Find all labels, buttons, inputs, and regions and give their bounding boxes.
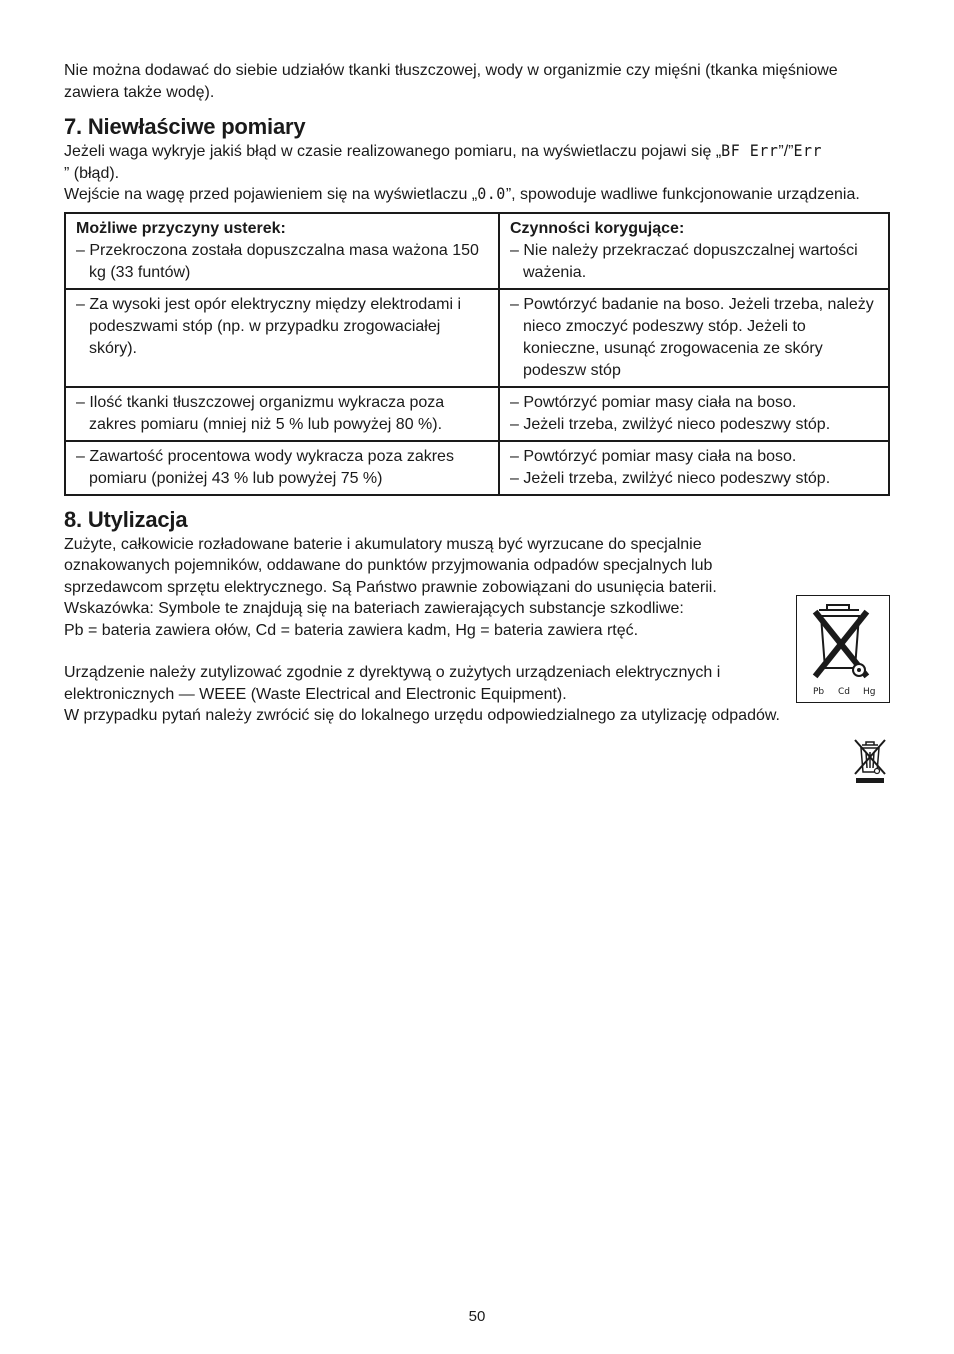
table-cell xyxy=(65,387,499,441)
section-8-heading: 8. Utylizacja xyxy=(64,506,188,532)
bf-err-code: BF Err xyxy=(721,141,779,161)
hint-paragraph: Wskazówka: Symbole te znajdują się na bateriach zawierających substancje szkodliwe: xyxy=(64,600,684,617)
step-on-text-after: ”, spowoduje wadliwe funkcjonowanie urządzenia. xyxy=(505,186,860,203)
table-cell xyxy=(65,289,499,387)
fault-table xyxy=(64,212,890,496)
error-text-mid: ”/” xyxy=(778,143,794,160)
error-text-after: ” (błąd). xyxy=(64,164,120,182)
cause-text: – Za wysoki jest opór elektryczny między elektrodami i podeszwami stóp (np. w przypadku zrogowaciałej skóry). xyxy=(76,295,462,357)
col2-header: Czynności korygujące: xyxy=(510,219,685,237)
action-text: – Jeżeli trzeba, zwilżyć nieco podeszwy stóp. xyxy=(510,415,831,433)
cause-text: – Przekroczona została dopuszczalna masa ważona 150 kg (33 funtów) xyxy=(76,241,479,281)
table-cell xyxy=(499,289,889,387)
pb-label: Pb xyxy=(813,687,825,697)
intro-paragraph: Nie można dodawać do siebie udziałów tkanki tłuszczowej, wody w organizmie czy mięśni (tkanka mięśniowe zawiera także wodę). xyxy=(64,62,838,101)
step-on-text-before: Wejście na wagę przed pojawieniem się na wyświetlaczu „ xyxy=(64,186,478,203)
action-text: – Powtórzyć badanie na boso. Jeżeli trzeba, należy nieco zmoczyć podeszwy stóp. Jeżeli to konieczne, usunąć zrogowacenia ze skóry podeszw stóp xyxy=(510,295,874,379)
error-text-before: Jeżeli waga wykryje jakiś błąd w czasie realizowanego pomiaru, na wyświetlaczu pojawi się „ xyxy=(64,143,722,160)
weee-bin-icon xyxy=(852,737,888,785)
error-display-paragraph xyxy=(64,141,884,184)
table-cell xyxy=(65,213,499,289)
battery-symbols-legend: Pb = bateria zawiera ołów, Cd = bateria zawiera kadm, Hg = bateria zawiera rtęć. xyxy=(64,621,639,639)
col1-header: Możliwe przyczyny usterek: xyxy=(76,219,286,237)
section-7-heading: 7. Niewłaściwe pomiary xyxy=(64,114,306,139)
action-text: – Jeżeli trzeba, zwilżyć nieco podeszwy stóp. xyxy=(510,469,831,487)
table-row xyxy=(65,289,889,387)
page-number: 50 xyxy=(468,1308,486,1325)
table-row xyxy=(65,387,889,441)
cause-text: – Zawartość procentowa wody wykracza poza zakres pomiaru (poniżej 43 % lub powyżej 75 %) xyxy=(76,447,454,487)
crossed-bin-icon xyxy=(797,596,889,702)
battery-disposal-symbol xyxy=(796,595,890,703)
cd-label: Cd xyxy=(838,687,850,697)
table-cell xyxy=(65,441,499,495)
battery-disposal-paragraph: Zużyte, całkowicie rozładowane baterie i akumulatory muszą być wyrzucane do specjalnie oznakowanych pojemników, oddawane do punktów przyjmowania odpadów specjalnych lub sprzedawcom sprzętu elektrycznego. Są Państwo prawnie zobowiązani do usunięcia baterii. xyxy=(64,535,717,596)
err-code: Err xyxy=(793,141,823,161)
action-text: – Nie należy przekraczać dopuszczalnej wartości ważenia. xyxy=(510,241,858,281)
table-cell xyxy=(499,387,889,441)
table-row xyxy=(65,441,889,495)
table-cell xyxy=(499,441,889,495)
weee-symbol xyxy=(852,737,888,785)
action-text: – Powtórzyć pomiar masy ciała na boso. xyxy=(510,393,797,411)
step-on-paragraph xyxy=(64,184,864,206)
table-row xyxy=(65,213,889,289)
page-content xyxy=(64,60,890,727)
table-cell xyxy=(499,213,889,289)
hg-label: Hg xyxy=(863,687,876,697)
cause-text: – Ilość tkanki tłuszczowej organizmu wykracza poza zakres pomiaru (mniej niż 5 % lub powyżej 80 %). xyxy=(76,393,445,433)
weee-paragraph: Urządzenie należy zutylizować zgodnie z dyrektywą o zużytych urządzeniach elektrycznych i elektronicznych — WEEE (Waste Electrical and Electronic Equipment). xyxy=(64,664,721,703)
zero-code: 0.0 xyxy=(477,184,506,204)
contact-paragraph: W przypadku pytań należy zwrócić się do lokalnego urzędu odpowiedzialnego za utylizację odpadów. xyxy=(64,707,780,724)
action-text: – Powtórzyć pomiar masy ciała na boso. xyxy=(510,447,797,465)
